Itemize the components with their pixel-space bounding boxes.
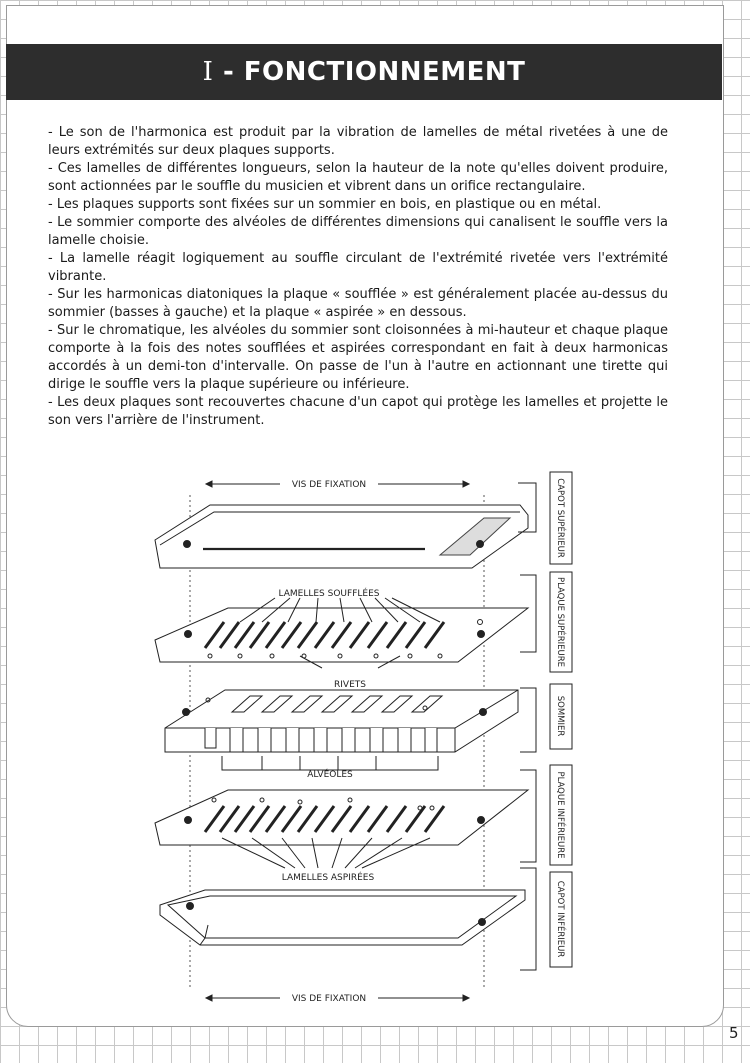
side-label-plaque-superieure: PLAQUE SUPÉRIEURE — [555, 576, 565, 668]
label-vis-fixation-bottom: VIS DE FIXATION — [291, 994, 367, 1004]
label-vis-fixation-top: VIS DE FIXATION — [291, 480, 367, 490]
paragraph: - Sur les harmonicas diatoniques la plaque « soufflée » est généralement placée au-dessus du sommier (basses à gauche) et la plaque « aspirée » en dessous. — [48, 287, 668, 320]
side-label-plaque-inferieure: PLAQUE INFÉRIEURE — [555, 771, 565, 859]
capot-superieur-drawing — [155, 505, 528, 568]
label-lamelles-soufflees: LAMELLES SOUFFLÉES — [278, 589, 380, 599]
title-text: - FONCTIONNEMENT — [222, 57, 526, 87]
side-label-sommier: SOMMIER — [555, 695, 565, 737]
sommier-drawing — [165, 690, 518, 770]
side-label-capot-superieur: CAPOT SUPÉRIEUR — [555, 478, 565, 558]
paragraph: - La lamelle réagit logiquement au souffle circulant de l'extrémité rivetée vers l'extrémité vibrante. — [48, 251, 668, 284]
label-rivets: RIVETS — [334, 680, 366, 690]
label-lamelles-aspirees: LAMELLES ASPIRÉES — [281, 873, 375, 883]
paragraph: - Le sommier comporte des alvéoles de différentes dimensions qui canalisent le souffle vers la lamelle choisie. — [48, 215, 668, 248]
label-alveoles: ALVÉOLES — [307, 770, 353, 780]
plaque-superieure-drawing — [155, 598, 528, 668]
title-roman-numeral: I — [202, 57, 214, 87]
paragraph: - Sur le chromatique, les alvéoles du sommier sont cloisonnées à mi-hauteur et chaque plaque comporte à la fois des notes soufflées et aspirées correspondant en fait à deux harmonicas accordés à un demi-ton d'intervalle. On passe de l'un à l'autre en actionnant une tirette qui dirige le souffle vers la plaque supérieure ou inférieure. — [48, 323, 668, 392]
paragraph: - Les deux plaques sont recouvertes chacune d'un capot qui protège les lamelles et projette le son vers l'arrière de l'instrument. — [48, 395, 668, 428]
side-label-capot-inferieur: CAPOT INFÉRIEUR — [555, 880, 565, 958]
plaque-inferieure-drawing — [155, 790, 528, 868]
paragraph: - Les plaques supports sont fixées sur un sommier en bois, en plastique ou en métal. — [48, 197, 602, 212]
paragraph: - Le son de l'harmonica est produit par la vibration de lamelles de métal rivetées à une de leurs extrémités sur deux plaques supports. — [48, 125, 668, 158]
capot-inferieur-drawing — [160, 890, 525, 945]
page-number: 5 — [729, 1024, 739, 1042]
paragraph: - Ces lamelles de différentes longueurs, selon la hauteur de la note qu'elles doivent produire, sont actionnées par le souffle du musicien et vibrent dans un orifice rectangulaire. — [48, 161, 668, 194]
